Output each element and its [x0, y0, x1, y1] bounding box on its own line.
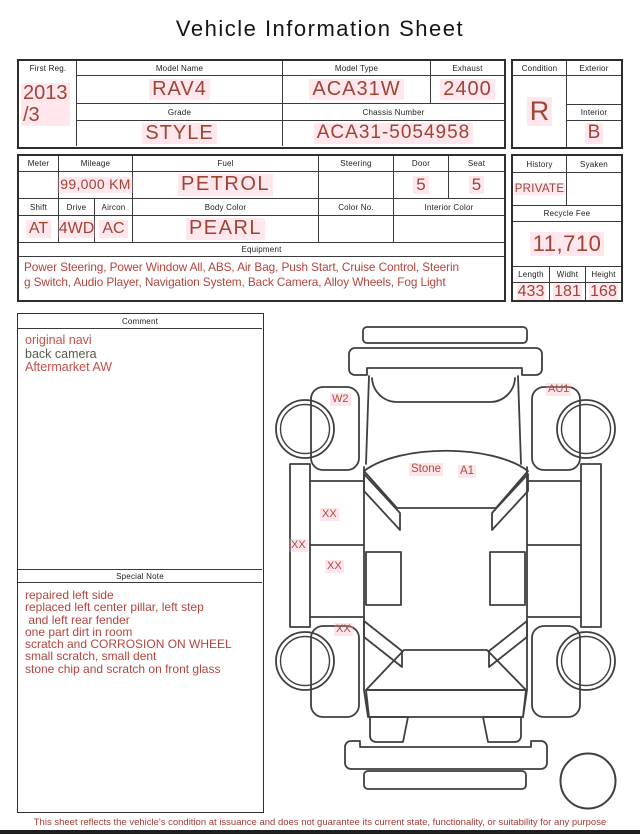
grade-label: Grade: [77, 104, 283, 121]
registration-table: [17, 59, 506, 149]
rear-wheel-right-rim: [562, 637, 611, 686]
equipment-text: [24, 260, 502, 290]
door-label: Door: [394, 156, 449, 172]
c-pillar-left: [364, 621, 402, 667]
specs-table: [17, 154, 506, 302]
comment-line: back camera: [25, 346, 97, 361]
interior-value: B: [567, 121, 621, 146]
model-type-label: Model Type: [283, 61, 431, 76]
front-bumper: [363, 327, 527, 343]
steering-label: Steering: [319, 156, 394, 172]
drive-label: Drive: [59, 199, 95, 216]
color-no-value: [319, 216, 394, 243]
front-fender-right: [532, 387, 580, 470]
front-wheel-right: [557, 400, 615, 458]
height-value: 168: [590, 282, 617, 300]
bottom-edge-bar: [0, 830, 640, 834]
marker-a1: A1: [460, 465, 475, 477]
rear-wheel-left-rim: [281, 637, 330, 686]
special-note-text: [25, 589, 259, 675]
shift-value: AT: [19, 216, 59, 243]
width-value: 181: [550, 283, 586, 300]
width-label: Widht: [550, 267, 586, 283]
comment-box: [17, 313, 264, 813]
mileage-label: Mileage: [59, 156, 133, 172]
chassis-number-value: ACA31-5054958: [283, 121, 504, 146]
first-reg-value: [21, 83, 77, 126]
marker-xx-4: XX: [336, 623, 351, 635]
comment-label: Comment: [18, 314, 262, 329]
rear-bumper-upper: [345, 741, 547, 769]
body-color-label: Body Color: [133, 199, 319, 216]
interior-color-label: Interior Color: [394, 199, 504, 216]
first-reg-month: /3: [23, 103, 40, 126]
front-wheel-left-rim: [281, 405, 330, 454]
exterior-value: [567, 76, 621, 105]
marker-au1: AU1: [548, 383, 570, 395]
steering-value: [319, 172, 394, 199]
exterior-label: Exterior: [567, 61, 621, 76]
seat-value: 5: [449, 172, 504, 199]
marker-stone: Stone: [411, 463, 442, 475]
side-window-right: [490, 552, 525, 605]
special-note-line: stone chip and scratch on front glass: [25, 661, 221, 676]
model-name-label: Model Name: [77, 61, 283, 76]
interior-label: Interior: [567, 105, 621, 121]
length-label: Length: [513, 267, 550, 283]
tail-light-left: [370, 717, 408, 742]
front-wheel-left: [276, 400, 334, 458]
disclaimer-text: This sheet reflects the vehicle's condition at issuance and does not guarantee its current state, functionality, or suitability for any purpose: [33, 817, 607, 828]
drive-value: 4WD: [59, 216, 95, 243]
chassis-number-label: Chassis Number: [283, 104, 504, 121]
condition-table: [511, 59, 623, 149]
comment-line: Aftermarket AW: [25, 360, 113, 374]
special-note-line: small scratch, small dent: [25, 649, 157, 664]
mileage-value: 99,000 KM: [59, 172, 133, 199]
marker-w2: W2: [332, 393, 349, 405]
condition-value: R: [513, 76, 567, 147]
condition-label: Condition: [513, 61, 567, 76]
length-value: 433: [513, 283, 550, 300]
seat-label: Seat: [449, 156, 504, 172]
comment-line: original navi: [25, 333, 92, 347]
color-no-label: Color No.: [319, 199, 394, 216]
meter-label: Meter: [19, 156, 59, 172]
rear-bumper-lower: [364, 771, 526, 789]
marker-xx-1: XX: [322, 508, 337, 520]
aircon-value: AC: [95, 216, 133, 243]
special-note-line: replaced left center pillar, left step: [25, 600, 204, 615]
special-note-line: and left rear fender: [25, 612, 130, 627]
aircon-label: Aircon: [95, 199, 133, 216]
model-name-value: RAV4: [77, 76, 283, 104]
exhaust-value: 2400: [431, 76, 504, 104]
trunk-panel: [366, 690, 526, 717]
marker-xx-2: XX: [291, 539, 306, 551]
meter-value: [19, 172, 59, 199]
door-value: 5: [394, 172, 449, 199]
c-pillar-right: [489, 621, 527, 667]
special-note-line: one part dirt in room: [25, 624, 133, 639]
special-note-line: repaired left side: [25, 588, 114, 602]
history-table: [511, 154, 623, 302]
grade-value: STYLE: [77, 121, 283, 146]
a-pillar-left: [364, 474, 400, 530]
fuel-value: PETROL: [133, 172, 319, 199]
recycle-fee-value: 11,710: [513, 222, 621, 267]
equipment-label: Equipment: [19, 243, 504, 257]
fuel-label: Fuel: [133, 156, 319, 172]
height-label: Height: [586, 267, 621, 283]
front-nose-panel: [349, 348, 542, 375]
model-type-value: ACA31W: [283, 76, 431, 104]
page-title: Vehicle Information Sheet: [175, 16, 465, 41]
recycle-fee-label: Recycle Fee: [513, 206, 621, 222]
first-reg-year: 2013: [23, 82, 68, 104]
equipment-line-1: Power Steering, Power Window All, ABS, Air Bag, Push Start, Cruise Control, Steerin: [24, 260, 459, 274]
interior-color-value: [394, 216, 504, 243]
rear-wheel-left: [276, 632, 334, 690]
equipment-line-2: g Switch, Audio Player, Navigation System, Back Camera, Alloy Wheels, Fog Light: [24, 275, 446, 289]
marker-xx-3: XX: [327, 560, 342, 572]
syaken-label: Syaken: [567, 156, 621, 173]
sill-right: [581, 464, 601, 627]
syaken-value: [567, 173, 621, 206]
comment-text: [25, 334, 257, 375]
history-label: History: [513, 156, 567, 173]
history-value: PRIVATE: [513, 173, 567, 206]
exhaust-label: Exhaust: [431, 61, 504, 76]
side-window-left: [366, 552, 401, 605]
rear-wheel-right: [557, 632, 615, 690]
tail-light-right: [483, 717, 521, 742]
first-reg-label: First Reg.: [29, 64, 67, 73]
body-color-value: PEARL: [133, 216, 319, 243]
a-pillar-right: [492, 474, 528, 530]
hood-arches: [372, 378, 515, 402]
front-wheel-right-rim: [562, 405, 611, 454]
special-note-label: Special Note: [18, 569, 262, 583]
shift-label: Shift: [19, 199, 59, 216]
special-note-line: scratch and CORROSION ON WHEEL: [25, 637, 232, 652]
spare-wheel: [561, 754, 616, 809]
